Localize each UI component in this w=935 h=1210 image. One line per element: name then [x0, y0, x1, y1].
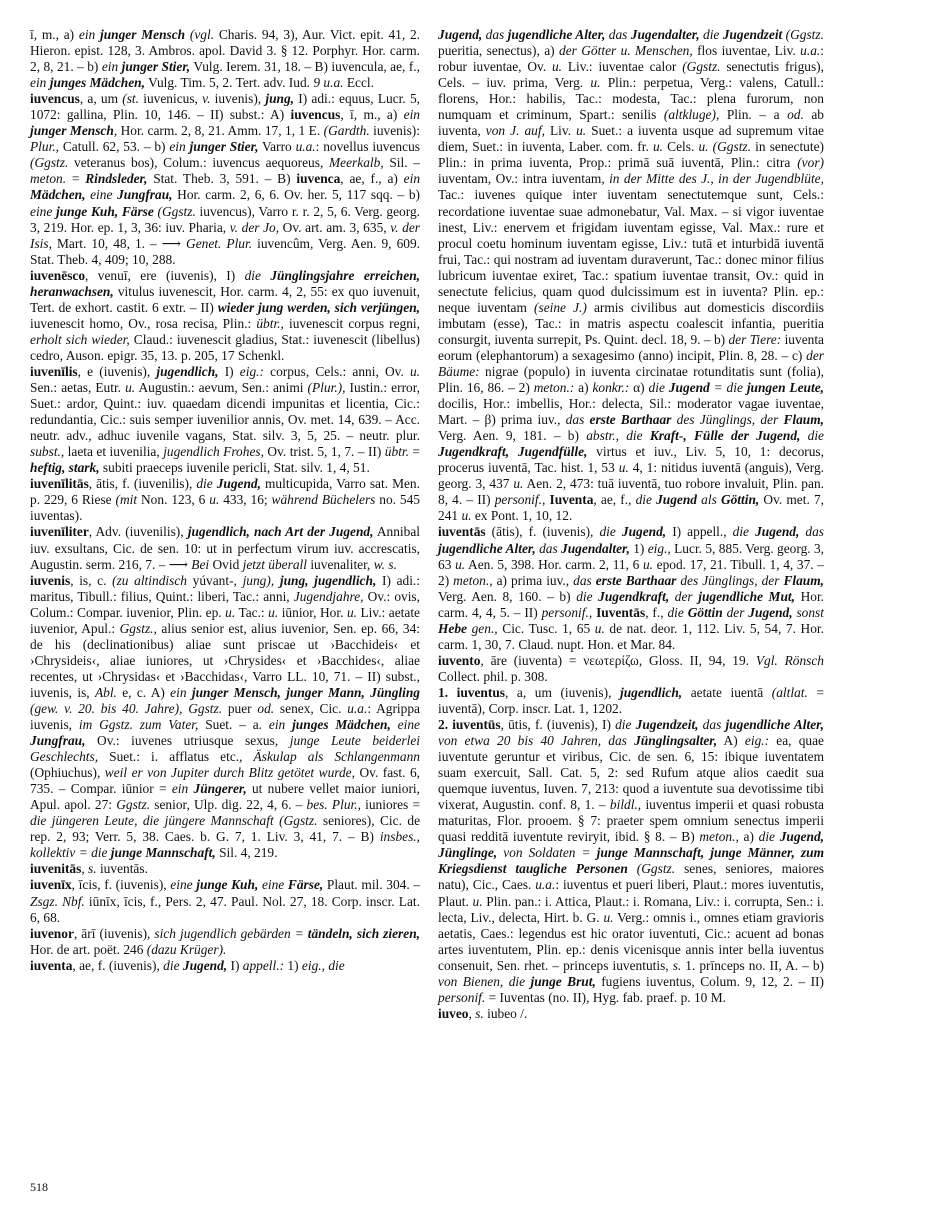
dictionary-entry: iuvenitās, s. iuventās. [30, 861, 148, 877]
dictionary-entry: iuvenor, ārī (iuvenis), sich jugendlich gebärden = tändeln, sich zieren, Hor. de art. poët. 246 (dazu Krüger). [30, 925, 420, 957]
dictionary-entry: 2. iuventūs, ūtis, f. (iuvenis), I) die Jugendzeit, das jugendliche Alter, von etwa 20 bis 40 Jahren, das Jünglingsalter, A) eig.: ea, quae iuventute geruntur et viribus, Cic. de sen. 6, 15: ibique iuventatem suam exercuit, Sall. Cat. 5, 2: sed Rufum atque alios caedit sua quemque iuventus, Iuven. 7, 213: quod a iuventute sua devotissime tibi vixerat, Augustin. conf. 8, 1. – bildl., iuventus imperii et quasi robusta maturitas, Flor. prooem. § 7: praeter spem omnium senectus imperii quasi redditā iuventute revirуit, ibid. § 8. – B) meton., a) die Jugend, Jünglinge, von Soldaten = junge Mannschaft, junge Männer, zum Kriegsdienst taugliche Personen (Ggstz. senes, seniores, maiores natu), Cic., Caes. u.a.: iuventus et pueri liberi, Plaut.: mores iuventutis, Plaut. u. Plin. pan.: i. Attica, Plaut.: i. Romana, Liv.: i. corrupta, Sen.: i. lecta, Liv., delecta, Hirt. b. G. u. Verg.: omnis i., omnes etiam graviоris aetatis, Caes.: legendus est hic orator iuventuti, Cic.: acuent ad bonas artes iuventutem, Plin. ep.: denis vicenisque annis inter bella iuventus consenuit, Sen. rhet. – princeps iuventutis, s. 1. prīnceps no. II, A. – b) von Bienen, die junge Brut, fugiens iuventus, Colum. 9, 12, 2. – II) personif. = Iuventas (no. II), Hyg. fab. praef. p. 10 M. [438, 717, 825, 1005]
dictionary-entry: iuventās (ātis), f. (iuvenis), die Jugend, I) appell., die Jugend, das jugendliche Alter, das Jugendalter, 1) eig., Lucr. 5, 885. Verg. georg. 3, 63 u. Aen. 5, 398. Hor. carm. 2, 11, 6 u. epod. 17, 21. Tibull. 1, 4, 37. – 2) meton., a) prima iuv., das erste Barthaar des Jünglings, der Flaum, Verg. Aen. 8, 160. – b) die Jugendkraft, der jugendliche Mut, Hor. carm. 4, 4, 5. – II) personif., Iuventās, f., die Göttin der Jugend, sonst Hebe gen., Cic. Tusc. 1, 65 u. de nat. deor. 1, 112. Liv. 5, 54, 7. Hor. carm. 1, 30, 7. Claud. nupt. Hon. et Mar. 84. [438, 524, 825, 652]
dictionary-entry: iuvenīlitās, ātis, f. (iuvenilis), die Jugend, multicupida, Varro sat. Men. p. 229, 6 Riese (mit Non. 123, 6 u. 433, 16; während Büchelers no. 545 iuventas). [30, 476, 420, 524]
right-column [438, 27, 824, 1022]
left-column [30, 27, 420, 974]
dictionary-entry: iuvenīlis, e (iuvenis), jugendlich, I) eig.: corpus, Cels.: anni, Ov. u. Sen.: aetas, Eutr. u. Augustin.: aevum, Sen.: animi (Plur.), Iustin.: error, Suet.: ardor, Quint.: iuv. quaedam dicendi impunitas et licentia, Cic.: redundantia, Cic.: suis semper iuvenilior annis, Ov. met. 14, 639. – Acc. neutr. adv., adhuc iuvenile vagans, Stat. silv. 3, 5, 25. – neutr. plur. subst., laeta et iuvenilia, jugendlich Frohes, Ov. trist. 5, 1, 7. – II) übtr. = heftig, stark, subiti praeceps iuvenile pericli, Stat. silv. 1, 4, 51. [30, 363, 421, 476]
dictionary-entry: iuvenis, is, c. (zu altindisch yúvant-, jung), jung, jugendlich, I) adi.: maritus, Tibull.: filius, Quint.: liberi, Tac.: anni, Jugendjahre, Ov.: ovis, Colum.: Compar. iuvenior, Plin. ep. u. Tac.: u. iūnior, Hor. u. Liv.: aetate iuvenior, Apul.: Ggstz., alius senior est, alius iuvenior, Sen. ep. 66, 34: de his (declinationibus) aliae sunt priscae ut ›Bacchideis‹ et ›Chrysideis‹, aliae iuniores, ut ›Chrysides‹ et ›Bacchides‹, aliae recentes, ut ›Chrysidas‹ et ›Bacchidas‹, Varro LL. 10, 71. – II) subst., iuvenis, is, Abl. e, c. A) ein junger Mensch, junger Mann, Jüngling (gew. v. 20. bis 40. Jahre), Ggstz. puer od. senex, Cic. u.a.: Agrippa iuvenis, im Ggstz. zum Vater, Suet. – a. ein junges Mädchen, eine Jungfrau, Ov.: iuvenes utriusque sexus, junge Leute beiderlei Geschlechts, Suet.: i. afflatus etc., Äskulap als Schlangenmann (Ophiuchus), weil er von Jupiter durch Blitz getötet wurde, Ov. fast. 6, 735. – Compar. iūnior = ein Jüngerer, ut nubere vellet maior iuniori, Apul. apol. 27: Ggstz. senior, Ulp. dig. 22, 4, 6. – bes. Plur., iuniores = die jüngeren Leute, die jüngere Mannschaft (Ggstz. seniores), Cic. de rep. 2, 93; Verr. 5, 38. Caes. b. G. 7, 1. Liv. 3, 41, 7. – B) insbes., kollektiv = die junge Mannschaft, Sil. 4, 219. [30, 572, 421, 861]
dictionary-entry: iuvenīliter, Adv. (iuvenilis), jugendlich, nach Art der Jugend, Annibal iuv. exsultans, Cic. de sen. 10: ut in perfectum virum iuv. accrescatis, Augustin. serm. 216, 7. – ⟶ Bei Ovid jetzt überall iuvenaliter, w. s. [30, 524, 420, 572]
dictionary-entry: iuvenēsco, venuī, ere (iuvenis), I) die Jünglingsjahre erreichen, heranwachsen, vitulus iuvenescit, Hor. carm. 4, 2, 55: ex quo iuvenuit, Tert. de exhort. castit. 6 extr. – II) wieder jung werden, sich verjüngen, iuvenescit homo, Ov., rosa recisa, Plin.: übtr., iuvenescit corpus regni, erholt sich wieder, Claud.: iuvenescit gladius, Stat.: iuvenescit (libellus) cedro, Auson. epigr. 35, 13. p. 205, 17 Schenkl. [30, 267, 420, 363]
dictionary-entry: iuventa, ae, f. (iuvenis), die Jugend, I) appell.: 1) eig., die [30, 957, 345, 973]
page-number: 518 [30, 1180, 48, 1194]
dictionary-entry: ī, m., a) ein junger Mensch (vgl. Charis. 94, 3), Aur. Vict. epit. 41, 2. Hieron. epist. 128, 3. Ambros. apol. David 3. § 12. Porphyr. Hor. carm. 2, 8, 21. – b) ein junger Stier, Vulg. Ierem. 31, 18. – B) iuvencula, ae, f., ein junges Mädchen, Vulg. Tim. 5, 2. Tert. adv. Iud. 9 u.a. Eccl. [30, 27, 420, 91]
dictionary-entry: iuvento, āre (iuventa) = νεωτερίζω, Gloss. II, 94, 19. Vgl. Rönsch Collect. phil. p. 308. [438, 652, 824, 684]
dictionary-entry: iuvencus, a, um (st. iuvenicus, v. iuvenis), jung, I) adi.: equus, Lucr. 5, 1072: gallina, Plin. 10, 146. – II) subst.: A) iuvencus, ī, m., a) ein junger Mensch, Hor. carm. 2, 8, 21. Amm. 17, 1, 1 E. (Gardth. iuvenis): Plur., Catull. 62, 53. – b) ein junger Stier, Varro u.a.: novellus iuvencus (Ggstz. veteranus bos), Colum.: iuvencus aequoreus, Meerkalb, Sil. – meton. = Rindsleder, Stat. Theb. 3, 591. – B) iuvenca, ae, f., a) ein Mädchen, eine Jungfrau, Hor. carm. 2, 6, 6. Ov. her. 5, 117 sqq. – b) eine junge Kuh, Färse (Ggstz. iuvencus), Varro r. r. 2, 5, 6. Verg. georg. 3, 219. Hor. ep. 1, 3, 36: iuv. Pharia, v. der Jo, Ov. art. am. 3, 635, v. der Isis, Mart. 10, 48, 1. – ⟶ Genet. Plur. iuvencûm, Verg. Aen. 9, 609. Stat. Theb. 4, 409; 10, 288. [30, 91, 421, 267]
dictionary-entry: iuvenīx, īcis, f. (iuvenis), eine junge Kuh, eine Färse, Plaut. mil. 304. – Zsgz. Nbf. iūnīx, īcis, f., Pers. 2, 47. Paul. Nol. 27, 18. Corp. inscr. Lat. 6, 68. [30, 877, 421, 925]
dictionary-entry: 1. iuventus, a, um (iuvenis), jugendlich, aetate iuentā (altlat. = iuventā), Corp. inscr. Lat. 1, 1202. [438, 684, 824, 716]
dictionary-entry: iuveo, s. iubeo /. [438, 1005, 528, 1021]
dictionary-entry: Jugend, das jugendliche Alter, das Jugendalter, die Jugendzeit (Ggstz. pueritia, senectus), a) der Götter u. Menschen, flos iuventae, Liv. u.a.: robur iuventae, Ov. u. Liv.: iuventae calor (Ggstz. senectutis frigus), Cels. – iuv. prima, Verg. u. Plin.: perpetua, Verg.: valens, Catull.: florens, Hor.: habilis, Tac.: modesta, Tac.: plena furorum, non numquam et criminum, Spart.: senilis (altkluge), Plin. – a od. ab iuventa, von J. auf, Liv. u. Suet.: a iuventa usque ad supremum vitae diem, Suet.: in iuventa, Laber. com. fr. u. Cels. u. (Ggstz. in senectute) Plin.: in prima iuventa, Prop.: primā suā iuventā, Plin.: citra (vor) iuventam, Ov.: intra iuventam, in der Mitte des J., in der Jugendblüte, Tac.: iuvenes quique inter iuventam senectutemque sunt, Cels.: recordatione iuventae suae admonebatur, Val. Max. – si vigor iuventae inest, Liv.: enervem et frigidam iuventam egisse, Val. Max.: rure et procul coetu hominum iuventam egisse, Liv.: tutā et inturbidā iuventā frui, Tac.: qui nostram ad iuventam duraverunt, Tac.: donec minor filius lubricum iuventae exiret, Tac.: spatium iuventae transit, Ov.: quid in senectute felicius, quam quod dulcissimum est in iuventa? Plin. ep.: neque iuventam (seine J.) armis civilibus aut domesticis discordiis imbutam (esse), Tac.: in matris aspectu coalescit infantia, pueritia consurgit, iuventa surrepit, Ps. Quint. decl. 18, 9. – b) der Tiere: iuventa eorum (elephantorum) a sexagesimo (anno) incipit, Plin. 8, 28. – c) der Bäume: nigrae (populo) in iuventa circinatae rotunditatis sunt (folia), Plin. 16, 86. – 2) meton.: a) konkr.: α) die Jugend = die jungen Leute, docilis, Hor.: imbellis, Hor.: delecta, Sil.: moderator vagae iuventae, Mart. – β) prima iuv., das erste Barthaar des Jünglings, der Flaum, Verg. Aen. 9, 181. – b) abstr., die Kraft-, Fülle der Jugend, die Jugendkraft, Jugendfülle, virtus et iuv., Liv. 5, 10, 1: decorus, procerus iuventā, Tac. hist. 1, 53 u. 4, 1: nitidus iuventā (anguis), Verg. georg. 3, 437 u. Aen. 2, 473: tuā iuventā, tuo robore invaluit, Plin. pan. 8, 4. – II) personif., Iuventa, ae, f., die Jugend als Göttin, Ov. met. 7, 241 u. ex Pont. 1, 10, 12. [438, 27, 825, 524]
